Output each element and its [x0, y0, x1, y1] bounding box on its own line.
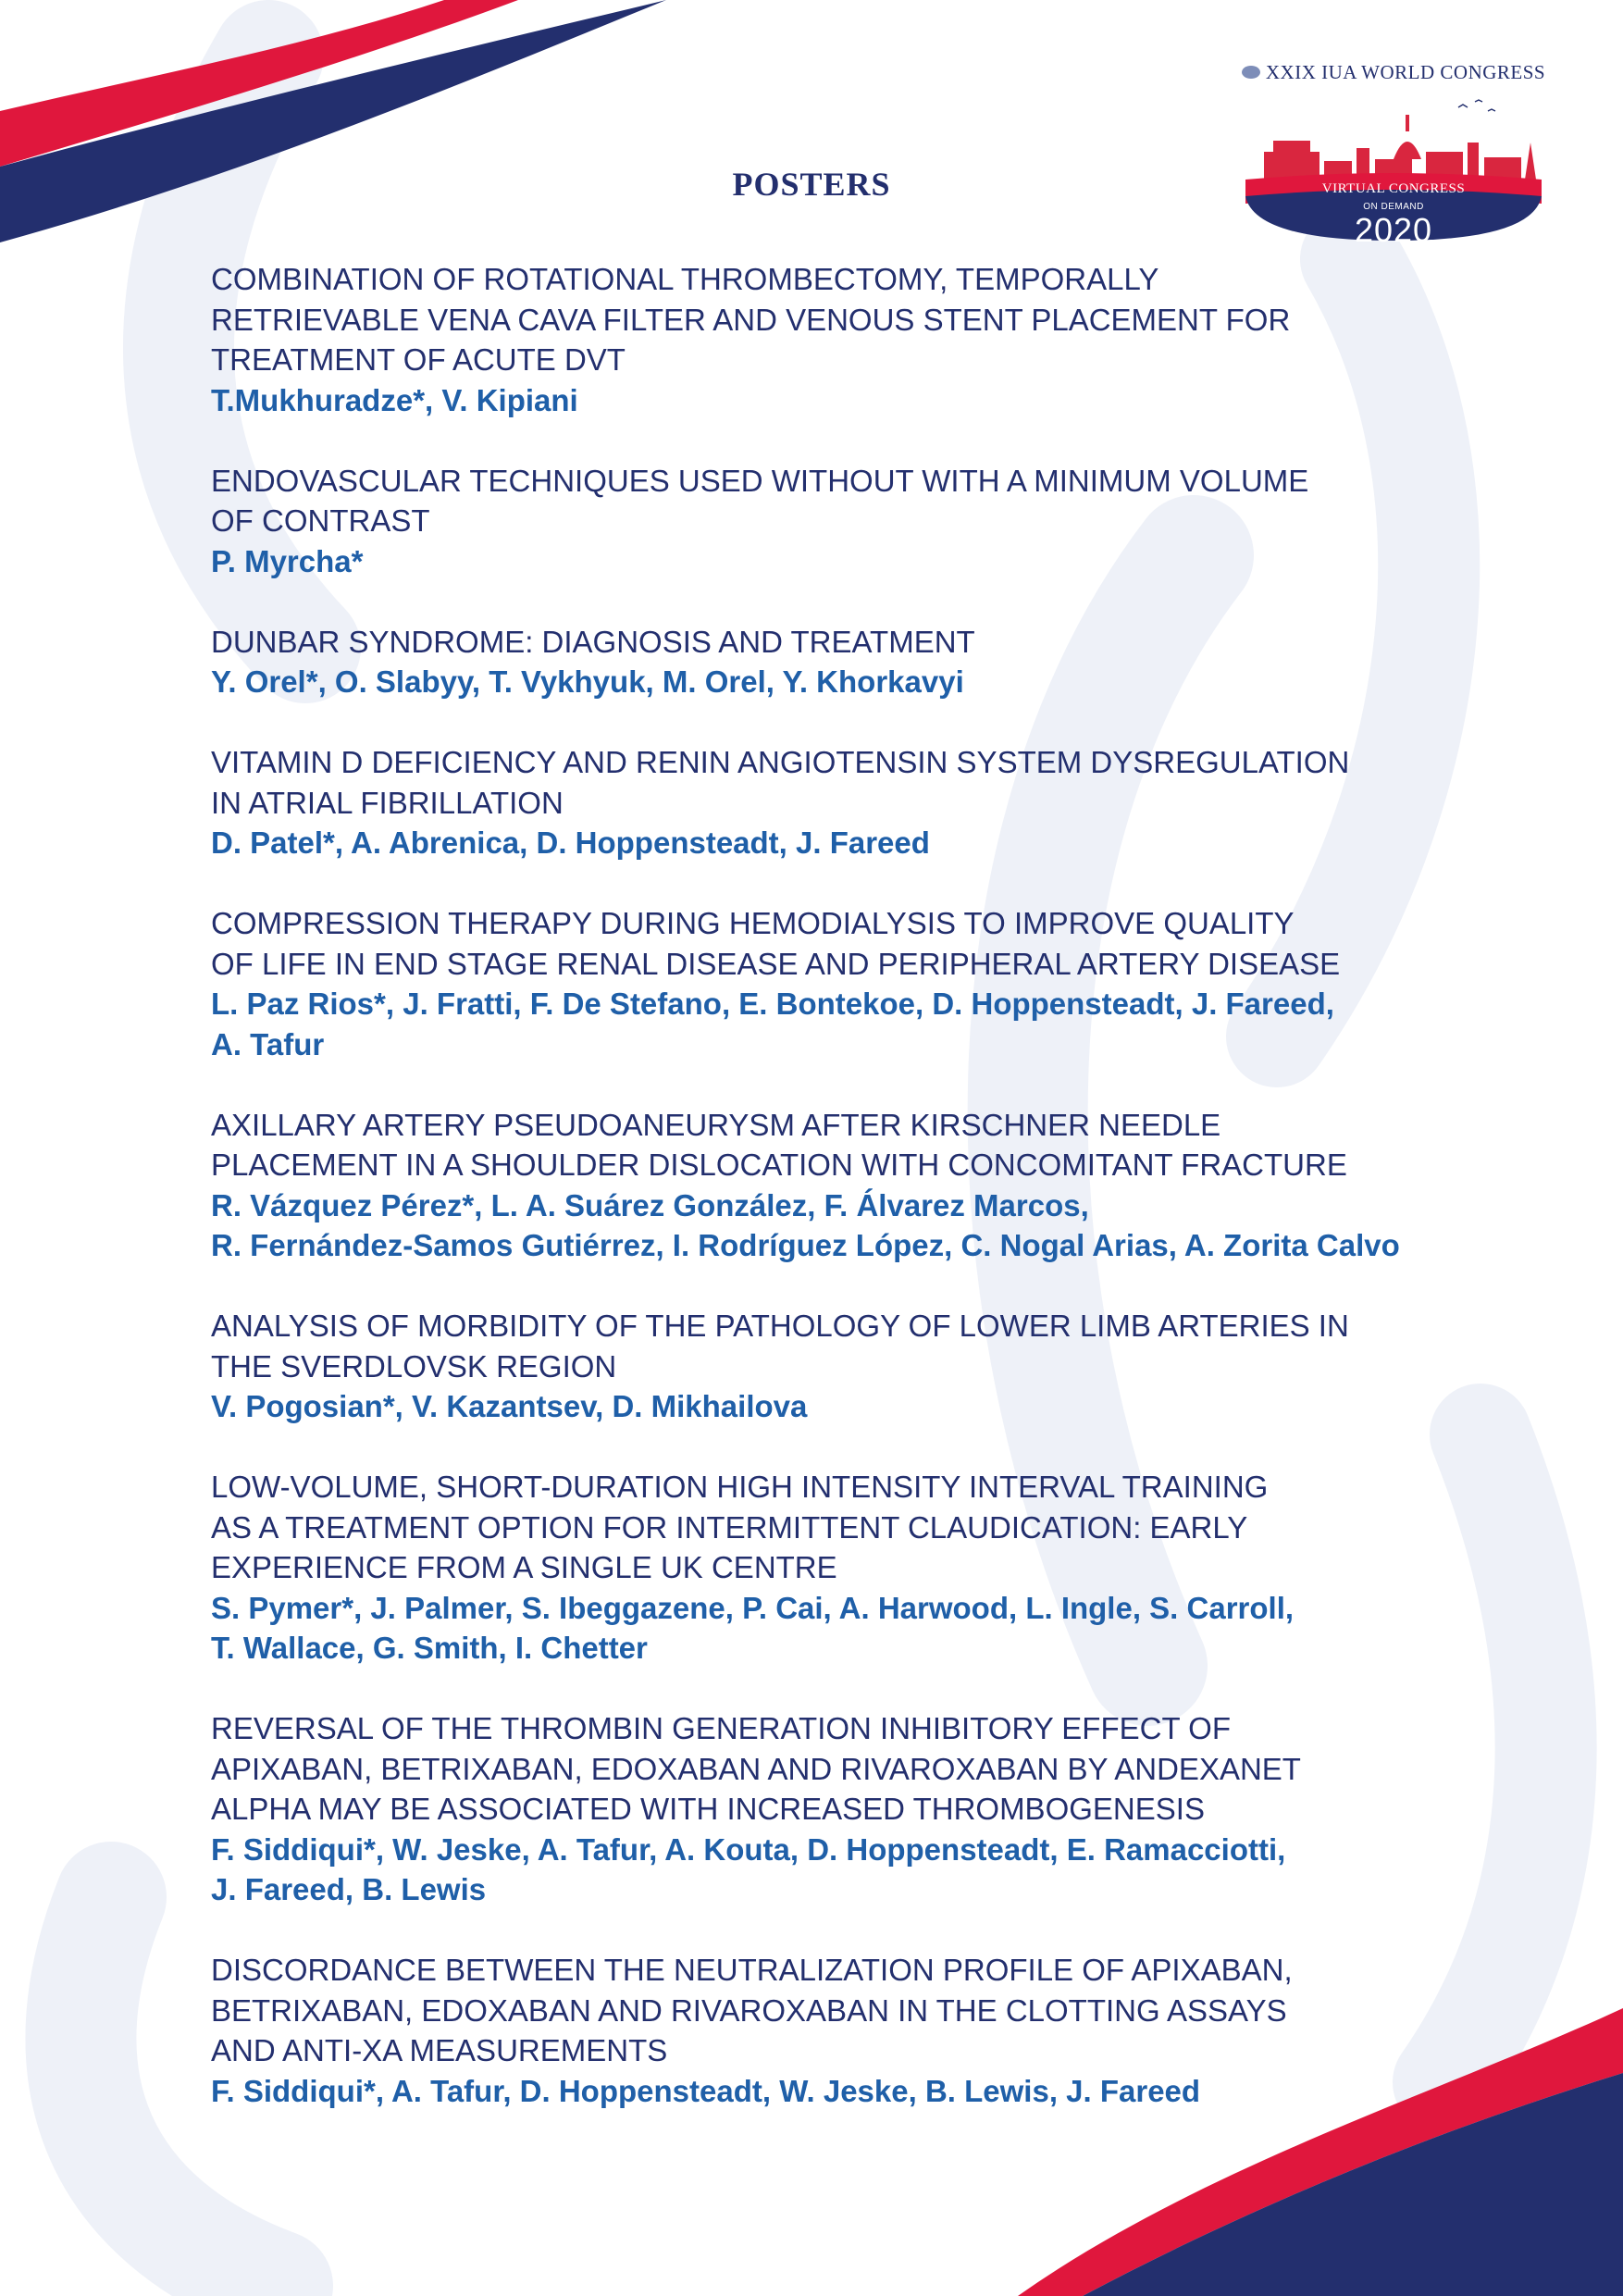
poster-authors: D. Patel*, A. Abrenica, D. Hoppensteadt, J. Fareed	[211, 825, 930, 860]
poster-title: LOW-VOLUME, SHORT-DURATION HIGH INTENSITY INTERVAL TRAINING AS A TREATMENT OPTION FOR INTERMITTENT CLAUDICATION: EARLY EXPERIENCE FROM A SINGLE UK CENTRE	[211, 1470, 1269, 1584]
poster-entry	[211, 1306, 1525, 1427]
poster-authors: Y. Orel*, O. Slabyy, T. Vykhyuk, M. Orel, Y. Khorkavyi	[211, 664, 964, 699]
poster-authors: R. Vázquez Pérez*, L. A. Suárez González, F. Álvarez Marcos, R. Fernández-Samos Gutiérrez, I. Rodríguez López, C. Nogal Arias, A. Zorita Calvo	[211, 1187, 1400, 1262]
poster-authors: F. Siddiqui*, W. Jeske, A. Tafur, A. Kouta, D. Hoppensteadt, E. Ramacciotti, J. Fareed, B. Lewis	[211, 1831, 1286, 1906]
poster-authors: P. Myrcha*	[211, 543, 364, 578]
poster-title: ENDOVASCULAR TECHNIQUES USED WITHOUT WITH A MINIMUM VOLUME OF CONTRAST	[211, 463, 1309, 538]
poster-authors: S. Pymer*, J. Palmer, S. Ibeggazene, P. Cai, A. Harwood, L. Ingle, S. Carroll, T. Wallace, G. Smith, I. Chetter	[211, 1590, 1295, 1665]
poster-entry	[211, 1105, 1525, 1266]
poster-list	[211, 259, 1525, 2111]
poster-authors: L. Paz Rios*, J. Fratti, F. De Stefano, E. Bontekoe, D. Hoppensteadt, J. Fareed, A. Tafur	[211, 987, 1334, 1061]
poster-authors: V. Pogosian*, V. Kazantsev, D. Mikhailova	[211, 1389, 808, 1423]
poster-entry	[211, 1708, 1525, 1910]
poster-entry	[211, 622, 1525, 702]
poster-entry	[211, 742, 1525, 863]
globe-icon	[1242, 66, 1260, 79]
poster-entry	[211, 1467, 1525, 1669]
logo-band-text: VIRTUAL CONGRESS	[1321, 181, 1466, 196]
poster-entry	[211, 461, 1525, 582]
poster-title: COMPRESSION THERAPY DURING HEMODIALYSIS TO IMPROVE QUALITY OF LIFE IN END STAGE RENAL DISEASE AND PERIPHERAL ARTERY DISEASE	[211, 906, 1341, 981]
poster-title: ANALYSIS OF MORBIDITY OF THE PATHOLOGY OF LOWER LIMB ARTERIES IN THE SVERDLOVSK REGION	[211, 1309, 1349, 1384]
poster-title: REVERSAL OF THE THROMBIN GENERATION INHIBITORY EFFECT OF APIXABAN, BETRIXABAN, EDOXABAN AND RIVAROXABAN BY ANDEXANET ALPHA MAY BE ASSOCIATED WITH INCREASED THROMBOGENESIS	[211, 1711, 1301, 1826]
poster-title: COMBINATION OF ROTATIONAL THROMBECTOMY, TEMPORALLY RETRIEVABLE VENA CAVA FILTER AND VENOUS STENT PLACEMENT FOR TREATMENT OF ACUTE DVT	[211, 262, 1291, 377]
poster-title: VITAMIN D DEFICIENCY AND RENIN ANGIOTENSIN SYSTEM DYSREGULATION IN ATRIAL FIBRILLATION	[211, 745, 1350, 820]
page-title: POSTERS	[732, 166, 891, 203]
poster-authors: T.Mukhuradze*, V. Kipiani	[211, 382, 578, 417]
poster-authors: F. Siddiqui*, A. Tafur, D. Hoppensteadt, W. Jeske, B. Lewis, J. Fareed	[211, 2073, 1201, 2108]
poster-entry	[211, 1950, 1525, 2111]
poster-entry	[211, 259, 1525, 420]
logo-title: XXIX IUA WORLD CONGRESS	[1236, 61, 1551, 84]
logo-year: 2020	[1354, 211, 1433, 249]
poster-title: AXILLARY ARTERY PSEUDOANEURYSM AFTER KIRSCHNER NEEDLE PLACEMENT IN A SHOULDER DISLOCATION WITH CONCOMITANT FRACTURE	[211, 1107, 1347, 1182]
logo-subtitle: ON DEMAND	[1363, 202, 1424, 212]
poster-title: DUNBAR SYNDROME: DIAGNOSIS AND TREATMENT	[211, 624, 975, 659]
poster-entry	[211, 903, 1525, 1064]
poster-title: DISCORDANCE BETWEEN THE NEUTRALIZATION PROFILE OF APIXABAN, BETRIXABAN, EDOXABAN AND RIVAROXABAN IN THE CLOTTING ASSAYS AND ANTI-XA MEASUREMENTS	[211, 1953, 1293, 2067]
congress-logo	[1236, 56, 1551, 249]
